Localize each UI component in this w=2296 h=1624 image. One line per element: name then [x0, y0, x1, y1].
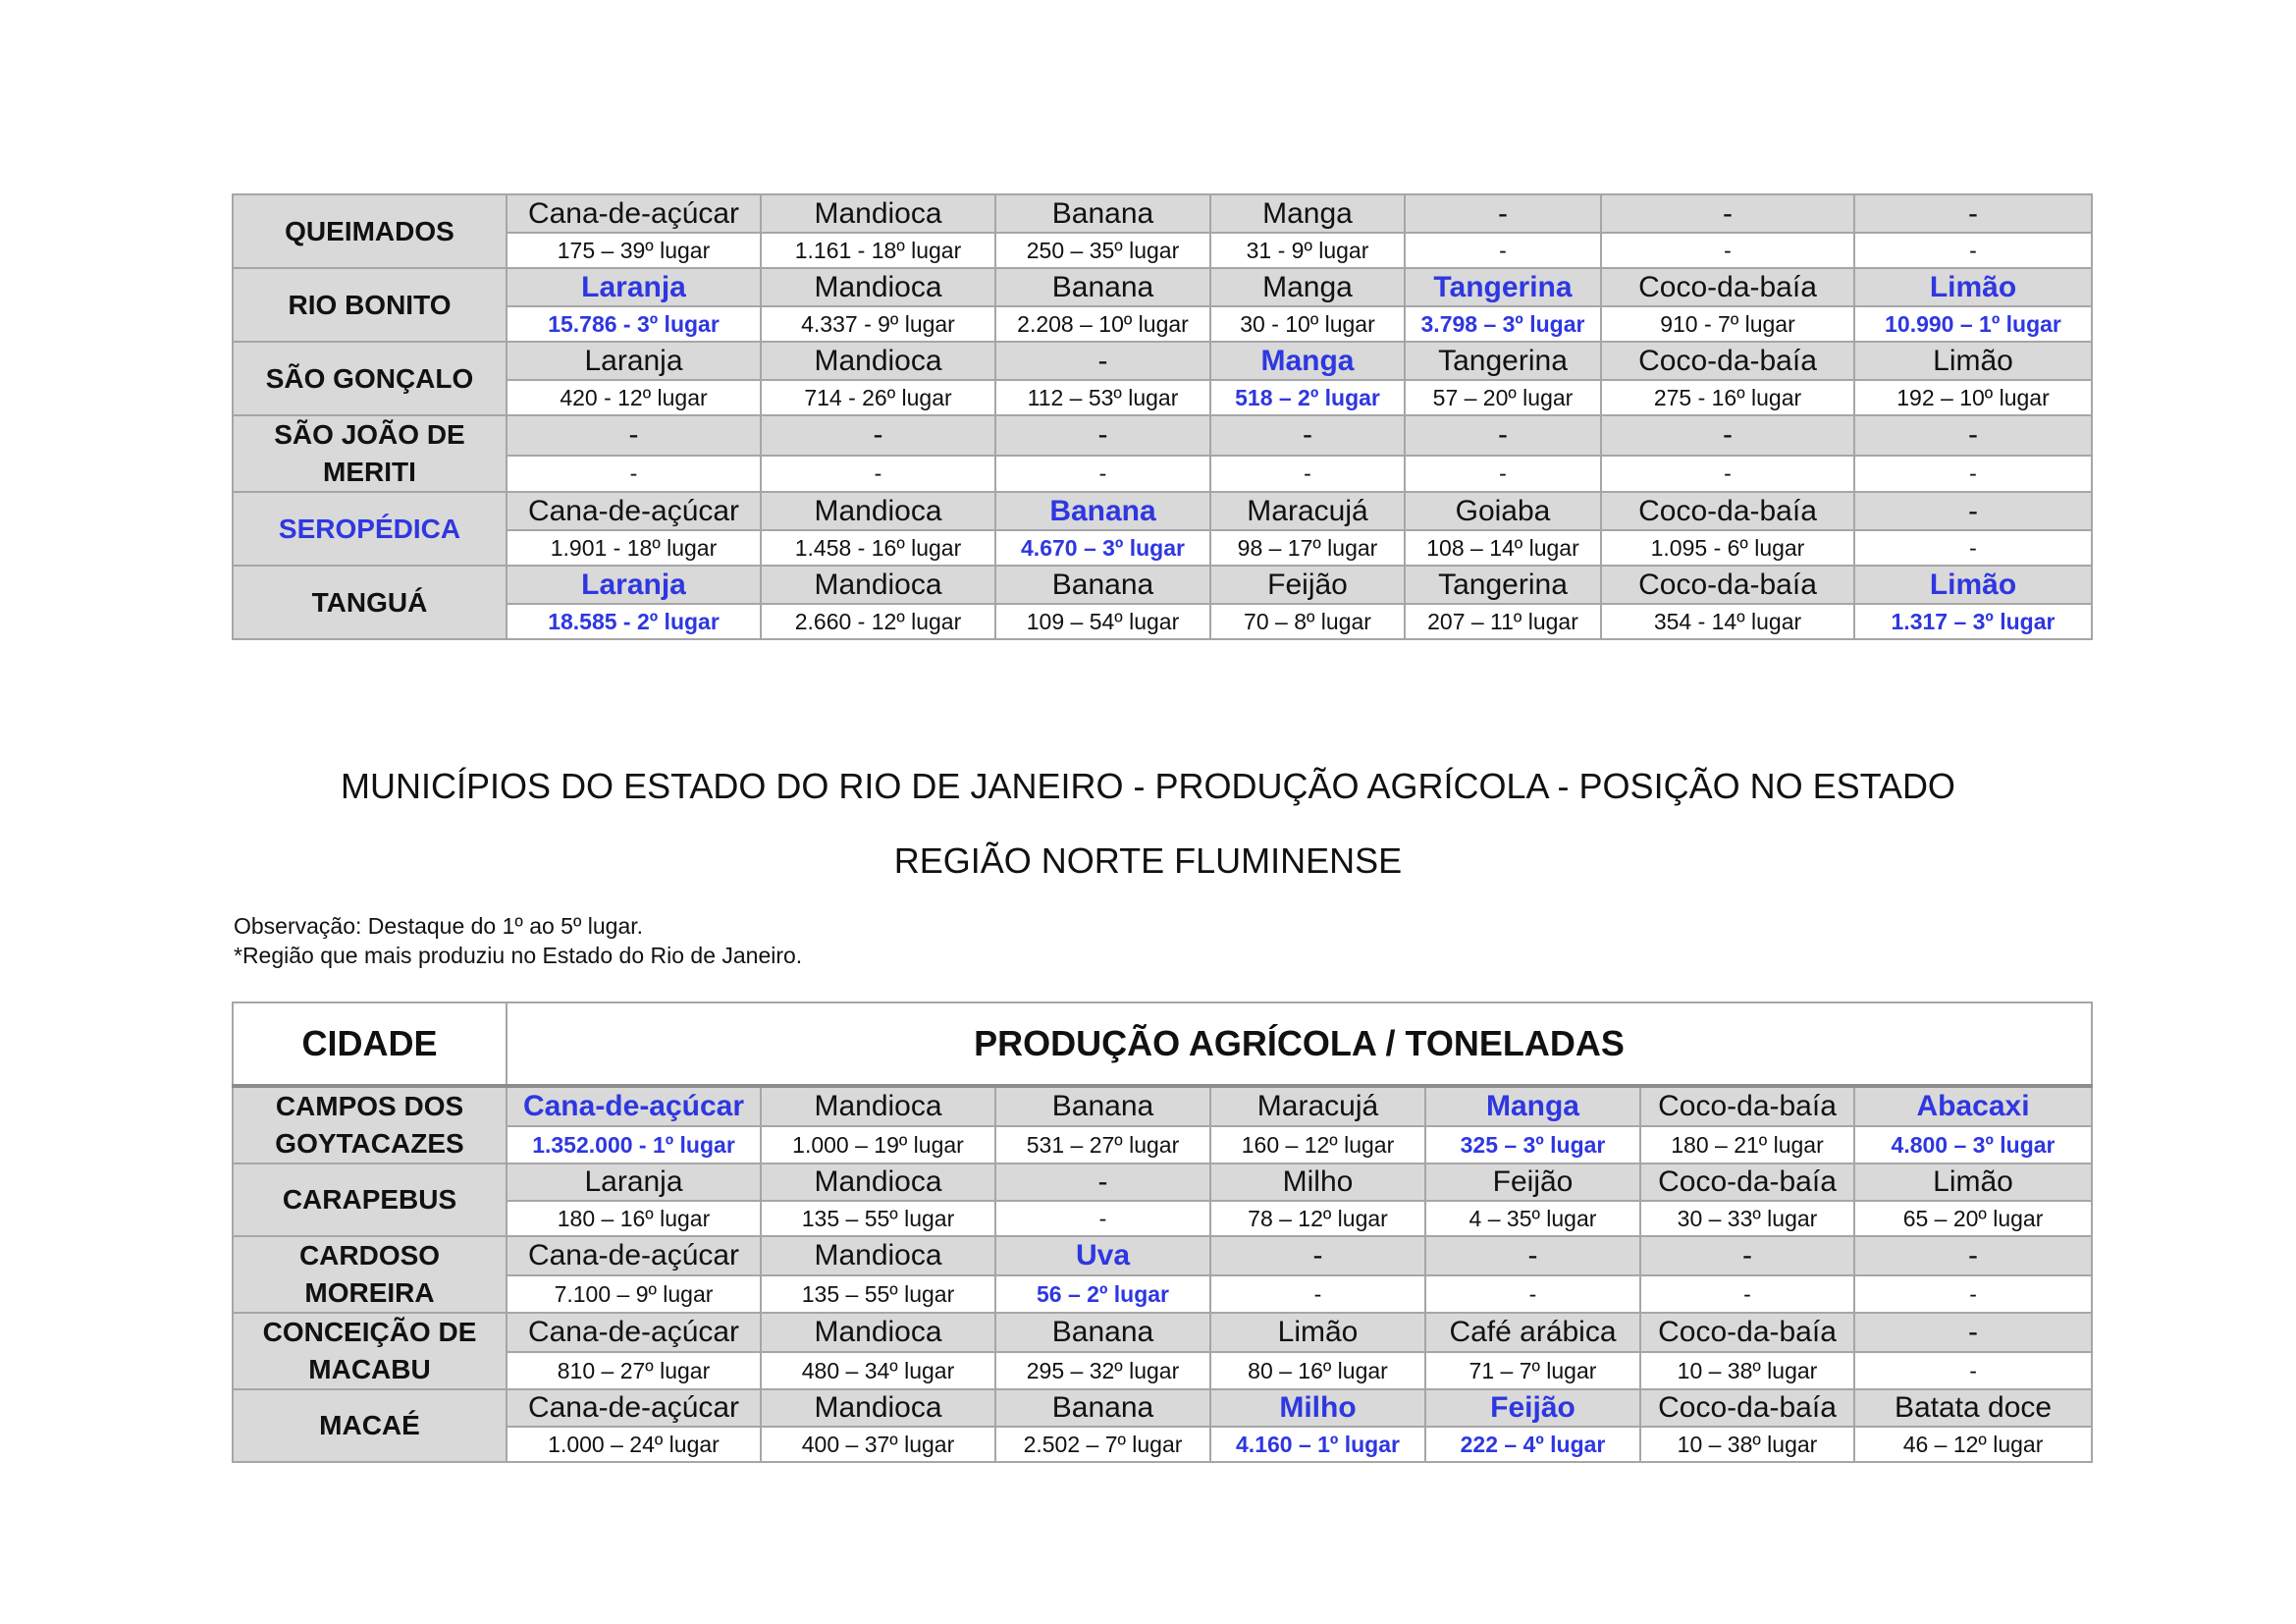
product-cell: Feijão: [1425, 1164, 1640, 1201]
value-cell: 78 – 12º lugar: [1210, 1201, 1425, 1236]
value-cell: 1.161 - 18º lugar: [761, 233, 995, 268]
value-cell: 3.798 – 3º lugar: [1405, 306, 1601, 342]
value-cell: -: [1640, 1275, 1854, 1313]
product-cell: Banana: [995, 566, 1210, 604]
product-cell: Mandioca: [761, 1086, 995, 1126]
product-cell: Banana: [995, 194, 1210, 233]
product-cell: Feijão: [1425, 1389, 1640, 1427]
city-name: MACAÉ: [233, 1389, 507, 1462]
value-cell: 15.786 - 3º lugar: [507, 306, 761, 342]
value-cell: 7.100 – 9º lugar: [507, 1275, 761, 1313]
value-cell: 1.901 - 18º lugar: [507, 530, 761, 566]
value-cell: 400 – 37º lugar: [761, 1427, 995, 1462]
product-cell: Tangerina: [1405, 342, 1601, 380]
product-cell: Coco-da-baía: [1601, 268, 1854, 306]
product-cell: Café arábica: [1425, 1313, 1640, 1352]
product-cell: Mandioca: [761, 1313, 995, 1352]
table-row: [233, 415, 2092, 456]
value-cell: 135 – 55º lugar: [761, 1275, 995, 1313]
product-cell: Feijão: [1210, 566, 1405, 604]
region-heading: REGIÃO NORTE FLUMINENSE: [893, 840, 1403, 881]
value-cell: 207 – 11º lugar: [1405, 604, 1601, 639]
product-cell: Mandioca: [761, 1236, 995, 1275]
value-cell: -: [1854, 1275, 2092, 1313]
value-cell: 1.000 – 24º lugar: [507, 1427, 761, 1462]
product-cell: Limão: [1854, 268, 2092, 306]
value-cell: -: [995, 1201, 1210, 1236]
value-cell: 65 – 20º lugar: [1854, 1201, 2092, 1236]
value-cell: 108 – 14º lugar: [1405, 530, 1601, 566]
value-cell: 4.160 – 1º lugar: [1210, 1427, 1425, 1462]
region-note: *Região que mais produziu no Estado do Rio de Janeiro.: [234, 943, 803, 968]
product-cell: Laranja: [507, 268, 761, 306]
city-name: CARAPEBUS: [233, 1164, 507, 1236]
observation-note: Observação: Destaque do 1º ao 5º lugar.: [234, 913, 644, 939]
product-cell: Coco-da-baía: [1601, 342, 1854, 380]
city-name: RIO BONITO: [233, 268, 507, 342]
product-cell: Coco-da-baía: [1601, 566, 1854, 604]
table-row: [233, 1086, 2092, 1126]
table-row: [233, 1313, 2092, 1352]
product-cell: -: [1405, 415, 1601, 456]
value-cell: 31 - 9º lugar: [1210, 233, 1405, 268]
value-cell: -: [1854, 233, 2092, 268]
value-cell: 1.317 – 3º lugar: [1854, 604, 2092, 639]
product-cell: -: [507, 415, 761, 456]
product-cell: Tangerina: [1405, 566, 1601, 604]
city-name: QUEIMADOS: [233, 194, 507, 268]
table-header-row: [233, 1002, 2092, 1086]
product-cell: Coco-da-baía: [1640, 1164, 1854, 1201]
product-cell: Cana-de-açúcar: [507, 1086, 761, 1126]
value-cell: -: [1854, 1352, 2092, 1389]
value-cell: 10 – 38º lugar: [1640, 1352, 1854, 1389]
product-cell: Mandioca: [761, 1389, 995, 1427]
product-cell: Mandioca: [761, 1164, 995, 1201]
value-cell: 192 – 10º lugar: [1854, 380, 2092, 415]
table-row: [233, 604, 2092, 639]
value-cell: -: [1425, 1275, 1640, 1313]
product-cell: Mandioca: [761, 492, 995, 530]
product-cell: Mandioca: [761, 194, 995, 233]
page-heading: MUNICÍPIOS DO ESTADO DO RIO DE JANEIRO - PRODUÇÃO AGRÍCOLA - POSIÇÃO NO ESTADO: [341, 766, 1955, 806]
value-cell: -: [1601, 233, 1854, 268]
table-row: [233, 1164, 2092, 1201]
product-cell: Limão: [1854, 1164, 2092, 1201]
city-name: SÃO GONÇALO: [233, 342, 507, 415]
product-cell: Mandioca: [761, 342, 995, 380]
product-cell: Laranja: [507, 566, 761, 604]
city-name: SEROPÉDICA: [233, 492, 507, 566]
product-cell: -: [1601, 194, 1854, 233]
table-row: [233, 380, 2092, 415]
value-cell: 4.337 - 9º lugar: [761, 306, 995, 342]
product-cell: -: [1210, 415, 1405, 456]
product-cell: -: [1640, 1236, 1854, 1275]
product-cell: Milho: [1210, 1389, 1425, 1427]
table-row: [233, 1126, 2092, 1164]
product-cell: -: [1854, 194, 2092, 233]
product-cell: Manga: [1210, 268, 1405, 306]
product-cell: Mandioca: [761, 268, 995, 306]
product-cell: Abacaxi: [1854, 1086, 2092, 1126]
value-cell: -: [1405, 233, 1601, 268]
city-name: SÃO JOÃO DE MERITI: [233, 415, 507, 492]
product-cell: Tangerina: [1405, 268, 1601, 306]
table-row: [233, 456, 2092, 492]
value-cell: 180 – 21º lugar: [1640, 1126, 1854, 1164]
value-cell: 518 – 2º lugar: [1210, 380, 1405, 415]
table-row: [233, 1236, 2092, 1275]
product-cell: -: [1854, 1313, 2092, 1352]
table-row: [233, 342, 2092, 380]
value-cell: 222 – 4º lugar: [1425, 1427, 1640, 1462]
value-cell: 4 – 35º lugar: [1425, 1201, 1640, 1236]
value-cell: 56 – 2º lugar: [995, 1275, 1210, 1313]
table-row: [233, 306, 2092, 342]
value-cell: 135 – 55º lugar: [761, 1201, 995, 1236]
city-name: CAMPOS DOS GOYTACAZES: [233, 1086, 507, 1164]
product-cell: Coco-da-baía: [1640, 1086, 1854, 1126]
product-cell: Banana: [995, 1313, 1210, 1352]
product-cell: Batata doce: [1854, 1389, 2092, 1427]
product-cell: -: [1425, 1236, 1640, 1275]
product-cell: -: [1405, 194, 1601, 233]
value-cell: 2.208 – 10º lugar: [995, 306, 1210, 342]
table-row: [233, 1427, 2092, 1462]
value-cell: -: [761, 456, 995, 492]
table-row: [233, 566, 2092, 604]
product-cell: Goiaba: [1405, 492, 1601, 530]
table-row: [233, 530, 2092, 566]
table-row: [233, 194, 2092, 233]
table-row: [233, 1389, 2092, 1427]
product-cell: -: [995, 1164, 1210, 1201]
product-cell: -: [1854, 415, 2092, 456]
value-cell: 2.502 – 7º lugar: [995, 1427, 1210, 1462]
value-cell: 714 - 26º lugar: [761, 380, 995, 415]
value-cell: 30 – 33º lugar: [1640, 1201, 1854, 1236]
table-row: [233, 492, 2092, 530]
value-cell: 1.352.000 - 1º lugar: [507, 1126, 761, 1164]
value-cell: 1.095 - 6º lugar: [1601, 530, 1854, 566]
product-cell: Banana: [995, 1086, 1210, 1126]
value-cell: 57 – 20º lugar: [1405, 380, 1601, 415]
product-cell: Laranja: [507, 1164, 761, 1201]
table-row: [233, 268, 2092, 306]
value-cell: -: [995, 456, 1210, 492]
product-cell: Manga: [1210, 194, 1405, 233]
city-name: TANGUÁ: [233, 566, 507, 639]
value-cell: 354 - 14º lugar: [1601, 604, 1854, 639]
value-cell: 4.800 – 3º lugar: [1854, 1126, 2092, 1164]
product-cell: -: [1854, 492, 2092, 530]
product-cell: Manga: [1425, 1086, 1640, 1126]
value-cell: 109 – 54º lugar: [995, 604, 1210, 639]
product-cell: Banana: [995, 268, 1210, 306]
table-row: [233, 1275, 2092, 1313]
value-cell: 1.000 – 19º lugar: [761, 1126, 995, 1164]
value-cell: 325 – 3º lugar: [1425, 1126, 1640, 1164]
value-cell: 18.585 - 2º lugar: [507, 604, 761, 639]
product-cell: Maracujá: [1210, 1086, 1425, 1126]
product-cell: Cana-de-açúcar: [507, 1313, 761, 1352]
value-cell: 98 – 17º lugar: [1210, 530, 1405, 566]
header-city: CIDADE: [233, 1002, 507, 1086]
product-cell: Uva: [995, 1236, 1210, 1275]
value-cell: 531 – 27º lugar: [995, 1126, 1210, 1164]
product-cell: Limão: [1854, 566, 2092, 604]
product-cell: Manga: [1210, 342, 1405, 380]
product-cell: Banana: [995, 492, 1210, 530]
production-table-metropolitana: [232, 193, 2093, 640]
value-cell: 160 – 12º lugar: [1210, 1126, 1425, 1164]
product-cell: -: [995, 342, 1210, 380]
product-cell: Cana-de-açúcar: [507, 194, 761, 233]
product-cell: -: [761, 415, 995, 456]
value-cell: 80 – 16º lugar: [1210, 1352, 1425, 1389]
value-cell: 70 – 8º lugar: [1210, 604, 1405, 639]
value-cell: 1.458 - 16º lugar: [761, 530, 995, 566]
value-cell: -: [1210, 1275, 1425, 1313]
value-cell: 175 – 39º lugar: [507, 233, 761, 268]
table-row: [233, 233, 2092, 268]
table-row: [233, 1201, 2092, 1236]
product-cell: -: [1601, 415, 1854, 456]
product-cell: Maracujá: [1210, 492, 1405, 530]
value-cell: 480 – 34º lugar: [761, 1352, 995, 1389]
value-cell: 250 – 35º lugar: [995, 233, 1210, 268]
value-cell: 10.990 – 1º lugar: [1854, 306, 2092, 342]
value-cell: 71 – 7º lugar: [1425, 1352, 1640, 1389]
value-cell: -: [507, 456, 761, 492]
value-cell: 10 – 38º lugar: [1640, 1427, 1854, 1462]
value-cell: -: [1405, 456, 1601, 492]
product-cell: Cana-de-açúcar: [507, 492, 761, 530]
product-cell: Milho: [1210, 1164, 1425, 1201]
product-cell: -: [1854, 1236, 2092, 1275]
value-cell: -: [1854, 530, 2092, 566]
table-row: [233, 1352, 2092, 1389]
value-cell: 46 – 12º lugar: [1854, 1427, 2092, 1462]
product-cell: Coco-da-baía: [1640, 1389, 1854, 1427]
value-cell: -: [1854, 456, 2092, 492]
product-cell: -: [995, 415, 1210, 456]
city-name: CONCEIÇÃO DE MACABU: [233, 1313, 507, 1389]
header-production: PRODUÇÃO AGRÍCOLA / TONELADAS: [507, 1002, 2092, 1086]
production-table-norte-fluminense: [232, 1001, 2093, 1463]
product-cell: -: [1210, 1236, 1425, 1275]
value-cell: 4.670 – 3º lugar: [995, 530, 1210, 566]
product-cell: Laranja: [507, 342, 761, 380]
value-cell: 810 – 27º lugar: [507, 1352, 761, 1389]
product-cell: Limão: [1854, 342, 2092, 380]
product-cell: Coco-da-baía: [1640, 1313, 1854, 1352]
product-cell: Cana-de-açúcar: [507, 1389, 761, 1427]
product-cell: Coco-da-baía: [1601, 492, 1854, 530]
product-cell: Mandioca: [761, 566, 995, 604]
value-cell: 420 - 12º lugar: [507, 380, 761, 415]
city-name: CARDOSO MOREIRA: [233, 1236, 507, 1313]
value-cell: 910 - 7º lugar: [1601, 306, 1854, 342]
value-cell: 180 – 16º lugar: [507, 1201, 761, 1236]
value-cell: 2.660 - 12º lugar: [761, 604, 995, 639]
value-cell: 112 – 53º lugar: [995, 380, 1210, 415]
value-cell: 30 - 10º lugar: [1210, 306, 1405, 342]
value-cell: 295 – 32º lugar: [995, 1352, 1210, 1389]
product-cell: Banana: [995, 1389, 1210, 1427]
value-cell: 275 - 16º lugar: [1601, 380, 1854, 415]
value-cell: -: [1601, 456, 1854, 492]
product-cell: Cana-de-açúcar: [507, 1236, 761, 1275]
product-cell: Limão: [1210, 1313, 1425, 1352]
value-cell: -: [1210, 456, 1405, 492]
